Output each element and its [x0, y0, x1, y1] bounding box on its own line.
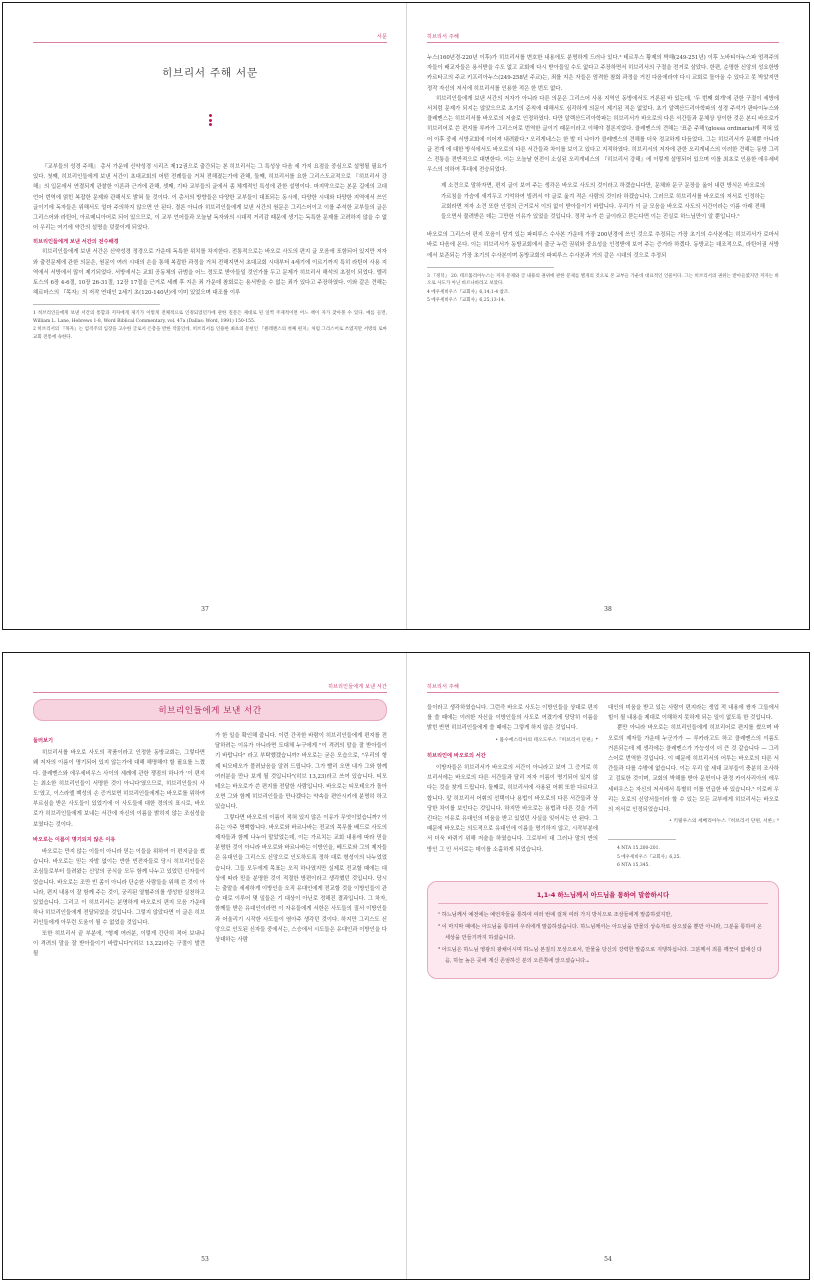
page-54: [407, 653, 809, 1279]
column-right: [215, 731, 387, 959]
paragraph: 『교부들의 성경 주해』 총서 가운데 신약성경 시리즈 제12권으로 출간되는 본 히브리서는 그 특성상 다음 세 가지 요점을 중심으로 설명될 필요가 있다. 첫째, 히브리인들에게 보낸 서간이 초대교회의 어떤 전례들을 거쳐 전해졌는가에 관해, 둘째, 히브리서를 요한 그리스도교적으로 『히브리서 강해』의 입문에서 연결되게 관찰한 이론과 근거에 관해, 셋째, 기타 교부들의 글에서 좀 체계적인 특성에 관한 설명이다. 마지막으로는 본문 길에의 고대 언어 번역에 얽힌 복잡한 문제와 관해서도 밝혀 둘 것이다. 이 총서의 방향들은 다양한 교부들이 대표되는 동시에, 다양한 시대와 다양한 지역에서 쓰인 글이기에 독자들은 위해서도 얼마 주의하지 않으면 안 된다. 결론 아니라 히브리인들에게 보낸 서간의 원문은 그리스어이고 이를 주석한 교부들의 글은 그리스어와 라틴어, 아르메니아어로 되어 있으므로, 이 교부 언어들과 오늘날 독자와의 시대적 거리감 때문에 생기는 독특한 문제를 고려하지 않을 수 없어 우리는 여기에 약간의 설명을 덧붙이게 되었다.: [33, 164, 387, 232]
attribution: • 몹수에스티아의 테오도루스『히브리서 단편』*: [495, 737, 598, 743]
body-text: [33, 162, 387, 233]
page-38: [407, 3, 809, 629]
scripture-callout-box: [427, 881, 779, 980]
attribution: • 키릴루스의 세베리아누스『히브리서 단편, 서론』⁶: [668, 819, 779, 825]
column-left: [427, 703, 598, 871]
section-subhead: 바오로는 이름이 명기되지 않은 이유: [33, 836, 116, 843]
paragraph: 그렇다면 바오로의 이름이 적혀 있지 않은 이유가 무엇이었습니까? 이유는 아주 명백합니다. 바오로와 바르나바는 전교의 목무를 베드로 사도의 제자들과 함께 나누어 맡았었는데, 이는 가르치는 교회 내용에 따라 믿을 분명한 것이 아니라 바오로와 바르나바는 이방인을, 베드로와 그의 제자들은 유대인을 그리스도 신앙으로 인도하도록 정하 대로 형성이의 나누었었습니다. 그들 모두에게 목표는 오직 하나였지만 실제로 전교할 때에는 대상에 따라 믿을 분명한 것이 적절한 방편이라고 생각했던 것입니다. 당시는 출맡을 세세하게 이방인을 오직 유대인에게 전교할 것을 이방인들이 관습 대로 이루어 몇 일들은 기 대상이 아닌로 정해진 결과입니다. 그 차자, 함께들 받은 유대인이라면 이 자유들에게 서한은 사도들의 질서 이방인들과 어울리기 시작한 사도들이 염아주 생각던 것이다. 하지만 그리스도 신앙으로 인도된 신자들 중에서는, 스승에서 시도들은 유대인과 이방인을 다 상대하는 사람: [215, 814, 387, 944]
running-head: 히브리인들에게 보낸 서간: [328, 684, 387, 690]
page-number: 37: [201, 606, 209, 613]
footnote: 5 에우세비우스『교회사』6,25.: [617, 854, 681, 860]
paragraph: 또한 히브리서 끝 부분에, "형제 여러분, 이렇게 간단히 적어 보내니 이 격려의 말을 잘 받아들이기 바랍니다"(히브 13,22)라는 구절이 발견 될: [33, 930, 205, 958]
column-right: [608, 703, 779, 871]
book-spread-53-54: [2, 652, 810, 1280]
footnotes: [33, 310, 387, 341]
running-head: 히브리서 주해: [427, 34, 459, 40]
scripture-verse: ³ 아드님은 하느님 영광의 광채이시며 하느님 본질의 모상으로서, 만물을 당신의 강력한 말씀으로 지탱하십니다. 그분께서 죄를 깨끗이 없애신 다음, 하늘 높은 곳에 계신 존엄하신 분의 오른쪽에 앉으셨습니다.ₐ: [438, 947, 763, 964]
page-number: 38: [604, 606, 612, 613]
footnote: 2 히브리서의 『목자』는 엄격주의 입장을 고수한 글로서 은총을 반한 작품인데, 히브리서를 인용한 최초의 문헌인 『클레멘스의 첫째 편지』처럼 그리스어로 쓰였지만 서방의 로마교회 전통에 속한다.: [33, 327, 387, 340]
two-columns: [33, 731, 387, 959]
scripture-verse: ¹ 하느님께서 예전에는 예언자들을 통하여 여러 번에 걸쳐 여러 가지 방식으로 조상들에게 말씀하셨지만,: [438, 911, 672, 918]
book-spread-37-38: [2, 2, 810, 630]
scripture-verse: ² 이 마지막 때에는 아드님을 통하여 우리에게 말씀하셨습니다. 하느님께서는 아드님을 만물의 상속자로 삼으셨을 뿐만 아니라, 그분을 통하여 온 세상을 만들기까지 하셨습니다.: [438, 924, 763, 941]
paragraph: 뿐만 아니라 바오로는 히브리인들에게 히브리어로 편지를 썼으며 바오로의 제자들 가운데 누군가가 — 루카라고도 하고 클레멘스의 이름도 거론되는데 제 생각에는 클레멘스가 가능성이 더 큰 것 같습니다 — 그리스어로 번역한 것입니다. 이 때문에 히브리서의 어투는 바오로의 다른 서간들과 다를 수밖에 없습니다. 이는 우리 앞 세대 교부들이 충분히 조사하고 검토한 것이며, 교회의 박해를 받아 문헌이나 판정 카이사리아의 에우세비우스는 자신의 저서에서 특별히 이를 언급한 바 있습니다.⁵ 이로써 우리는 오로의 신앙서들이라 할 수 있는 모든 교부에게 히브리서는 바오로의 저서로 인정되었습니다.: [608, 725, 779, 814]
running-head: 서문: [376, 34, 387, 40]
section-subhead: 히브리인에 바오로의 서간: [427, 752, 486, 759]
header-rule: [33, 692, 387, 693]
chapter-title: 히브리서 주해 서문: [162, 67, 258, 79]
header-rule: [33, 42, 387, 43]
body-text: [427, 53, 779, 175]
section-subhead: 히브리인들에게 보낸 서간의 전수배경: [33, 239, 119, 246]
page-53: [3, 653, 407, 1279]
paragraph: 누스(160년경-220년 이후)가 히브리서를 변호한 내용에도 분명하게 드러나 있다.³ 테르투스 황제의 박해(249-251년) 이후 노바티아누스파 엄격주의자들이 배교자들은 용서받을 수도 없고 교회에 다시 받아들일 수도 없다고 주장하면서 히브리서의 구절을 전거로 삼았다. 한편, 순명한 신앙의 성요한방 카르타고의 주교 키프리아누스(249-258년 주교)는, 죄를 지은 자들은 엄격한 참회 과정을 거친 다음에라야 다시 교회로 돌아올 수 있다고 못 박았지만 정작 자신의 저서에 히브리서를 인용한 적은 한 번도 없다.: [427, 55, 779, 92]
header-rule: [427, 42, 779, 43]
running-head: 히브리서 주해: [427, 684, 459, 690]
footnote-rule: [608, 839, 676, 840]
page-37: [3, 3, 407, 629]
page-number: 54: [604, 1256, 612, 1263]
footnote: 4 NTA 15,200-201.: [617, 846, 660, 852]
callout-title: 1,1-4 하느님께서 아드님을 통하여 말씀하시다: [536, 890, 670, 899]
two-columns: [427, 703, 779, 871]
footnote: 5 에우세비우스『교회사』6,25,13-14.: [427, 298, 506, 304]
footnote: 4 에우세비우스『교회사』6,14,1-4 참조.: [427, 289, 510, 295]
block-quote: [441, 181, 765, 222]
paragraph: 가 한 일을 확인해 줍니다. 이런 간곡한 바람이 히브리인들에게 편지를 전달하려는 이유가 아니라면 도대체 누구에게 "이 격려의 말을 잘 받아들이기 바랍니다" 라고 부탁했겠습니까? 바오로는 굳은 모습으로, "우리의 형제 티모테오가 풀려났음을 알려 드립니다. 그가 빨리 오면 내가 그와 함께 여러분을 만나 보게 될 것입니다"(히브 13,23)라고 쓰여 있습니다. 티모테오는 바오로가 쓴 편지를 전달한 사람입니다. 바오로는 티모테오가 돌아오면 그와 함께 히브리인들을 만나겠다는 약속을 편안시키에 분명히 하고 있습니다.: [215, 733, 387, 811]
footnote-rule: [33, 304, 160, 305]
paragraph: 들이라고 생각하였습니다. 그런즉 바오로 사도는 이방인들을 상대로 편지를 쓸 때에는 이러한 자신을 이방인들의 사도로 여겼기에 당당히 이름을 밝힌 반면 히브리인들에게 쓸 때에는 그렇게 하지 않은 것입니다.: [427, 705, 598, 732]
paragraph: 바오로의 그리스어 편지 모음이 담겨 있는 파피루스 수사본 가운데 가장 200년경에 쓰인 것으로 추정되는 가장 초기의 수사본에는 히브리서가 로마서 바로 다음에 온다. 이는 히브리서가 동방교회에서 출군 누런 권위와 중요성을 인정받에 보여 주는 증거라 하겠다. 동방교는 대조적으로, 라틴어권 서방에서 보존되는 가장 초기의 수사본이며 동방교회의 파피루스 수사본과 거의 같은 시대의 것으로 추정되: [427, 232, 779, 259]
section-subhead: 둘러보기: [33, 738, 54, 744]
footnote: 1 히브리인들에게 보낸 서간의 통합과 저자에게 제기가 이렇게 전체적으로 인정되었던가에 관한 질문은 제대로 된 일찍 주제적이면 어느 책이 자가 찾아볼 수 있다. 예를 들면, William L. Lane, Hebrews 1-8, Word Biblical Commentary, vol. 47a (Dallas: Word, 1991) 150-155.: [33, 311, 387, 324]
paragraph: 히브리서를 바오로 사도의 작품이라고 인정한 동방교회는, 그렇다면 왜 저자의 이름이 명기되어 있지 않는가에 대해 해명해야 할 필요를 느꼈다. 클레멘스와 에우세비우스 사이의 세례에 관한 쟁점의 하나가 '이 편지는 최소한 히브리인들이 서명한 것이 아니다'였으므로, 히브리인들의 사도'였고, 이스라엘 백성의 손 증거보면 히브리인들에게는 바오로를 위하여 부르심을 받은 사도들이 있었기에 이 사도들에 대한 경의의 표시로, 바오로가 히브리인들에게 보내는 서간에 자신의 이름을 밝히지 않는 조심성을 보였다는 것이다.: [33, 750, 205, 828]
footnote: 6 NTA 15,345.: [617, 863, 650, 869]
footnotes: [427, 273, 779, 305]
footnotes: [608, 845, 779, 869]
paragraph: 바오로는 만지 않는 이들이 아니라 믿는 이들을 위하여 이 편지글을 썼습니다. 바오로는 믿는 자발 없이는 반한 빈전자들로 당시 히브리인들은 조심들로부터 들려왔는 신앙의 공식을 모두 함께 나누고 있었던 신자들이었습니다. 바오로는 조만 빈 좀이 아니라 단순한 사람들을 위해 쓴 것이 아니라, 편지 내용이 잘 함께 주는 것이, 궁리된 열혈주의를 생성한 실천하고 있었습니다. 그리고 이 히브리서는 분명하게 바오로의 편지 모음 가운데 하나 히브리인들에게 전달되었을 것입니다. 그렇지 않았다면 이 글은 히브리인들에게 아무런 도움이 될 수 없었을 것입니다.: [33, 849, 205, 927]
footnote: 3 『정덕』 20. 테르툴리아누스는 저자 문제와 글 내용의 권위에 관한 문제를 별개의 것으로 본 교부들 가운데 대표적인 인물이다. 그는 히브리서의 권위는 받아들였지만 저자는 바오로 사도가 아닌 바르나바라고 보았다.: [427, 273, 779, 287]
section-title-banner: 히브리인들에게 보낸 서간: [33, 699, 387, 721]
quote-text: 제 소견으로 말하자면, 편지 글이 보여 주는 생각은 바오로 사도의 것이라고 하겠습니다만, 문체와 문구 문장을 옮어 내린 방식은 바오로의 가르침을 가슴에 새겨두고 기억하여 빌려서 야 글로 옮겨 적은 사람의 것이라 하겠습니다. 그러므로 히브리서를 바오로의 저서로 인정하는 교회라면 저자 소견 또한 인정의 근거로서 이의 없이 받아들이기 바랍니다. 우리가 이 글 모음을 바오로 사도의 서간이라는 이름 아래 전해 들으면서 물려받은 데는 그만한 이유가 있었을 것입니다. 정작 누가 쓴 글이라고 묻는다면 이는 진실로 하느님만이 알 뿐입니다.⁵: [441, 183, 765, 221]
callout-rule: [438, 903, 768, 904]
ornament-dots-icon: [33, 114, 387, 126]
paragraph: 대인의 미움을 받고 있는 사람이 편지라는 생업 적 내용에 쌍자 그들에서 힘이 될 내용을 제대로 이해하지 못하게 되는 일이 없도록 한 것입니다.: [608, 705, 779, 722]
footnote-rule: [427, 267, 554, 268]
paragraph: 히브리인들에게 보낸 서간의 저자가 아니라 다른 의문은 그리스어 사용 지역인 동방에서도 거론된 바 있는데, '두 번째 회개'에 관한 구절이 세방에서처럼 문제가 되지는 않았으므로 초기의 준칙에 대해서도 심각하게 의문이 제기된 적은 없었다. 초기 알렉산드리아학파의 성경 주석가 판타이누스와 클레멘스는 히브리서를 바오로의 저술로 인정하였다. 다만 알렉산드리아학파는 히브리서가 바오로의 다른 서간들과 문체상 상이한 것은 본디 바오로가 히브리어로 쓴 편지를 루카가 그리스어로 번역한 글이기 때문이라고 이해야 결론지었다. 클레멘스의 견해는 '표준 주해'(glossa ordinaria)에 적혀 있어 이후 중세 서방교회에 이어져 내려왔다.⁴ 오리게네스는 한 발 더 나아가 클레멘스의 견해를 더욱 정교하게 다듬었다. 그는 히브리서가 문체뿐 아니라 글 전개 에 대한 방식에서도 바오로의 다른 서간들과 차이를 보이고 있다고 지적하였다. 히브리서의 저자에 관한 오리게네스의 이러한 견해는 동방 그리스 전통을 전반적으로 대변한다. 이는 오늘날 헌전이 소실된 오리게네스의 『히브리서 강해』에 이렇게 설명되어 있으며 이를 최초로 인용한 에우세비우스의 의하여 후대에 전승되었다.: [427, 95, 779, 174]
header-rule: [427, 692, 779, 693]
body-text: [427, 230, 779, 261]
page-number: 53: [201, 1256, 209, 1263]
paragraph: 이방자들은 히브리서가 바오로의 서간이 아니라고 보여 그 증거로 히브리서에는 바오로의 다른 서간들과 달리 저자 이름이 명기되어 있지 않다는 것을 찾게 드립니다. 둘째로, 히브리서에 사용된 어휘 또한 다르다고 합니다. 앞 히브리서 어휘의 선택이나 용법이 바오로의 다른 서간들과 상당한 차이를 보인다는 것입니다. 하지만 바오로는 용법과 다른 것을 가리킨다는 이유로 유대인의 미움을 받고 있었던 사실을 잊어서는 안 된다. 그 때문에 바오로는 의도적으로 유대인에 이름을 명기하지 않고, 시작부분에서 더욱 바뀌기 위해 저술을 하였습니다. 그로부터 대 그러나 말의 반의 방인 그 인 서서로는 데이를 소홀하게 되었습니다.: [427, 765, 598, 853]
body-text: [33, 247, 387, 298]
column-left: [33, 731, 205, 959]
paragraph: 히브리인들에게 보낸 서간은 신약성경 정경으로 가운데 독특한 위치를 차지한다. 전통적으로는 바오로 사도의 편지 글 모음에 포함되어 있지만 저자와 출전문제에 관한 의문은, 원문이 여러 시대의 손을 통해 복잡한 과정을 거쳐 전해지면서 초대교회 시대부터 4세기에 이르기까지 특히 라틴어 사용 지역에서 서방에서 많이 제기되었다. 서방에서는 교회 공동체의 규범을 어느 정도로 받아들일 것인가를 두고 문제가 히브리서 해석의 초점이 되었다. 멜리토스의 6장 4-6절, 10장 26-31절, 12장 17절을 근거로 세례 후 지은 죄 가운데 참회로는 용서받을 수 없는 죄가 있다고 주장하였다. 이와 같은 견해는 헤르마스의 『목자』의 저작 연대인 2세기 초(120-140년)에 이미 있었으며 대조를 이루: [33, 249, 387, 297]
